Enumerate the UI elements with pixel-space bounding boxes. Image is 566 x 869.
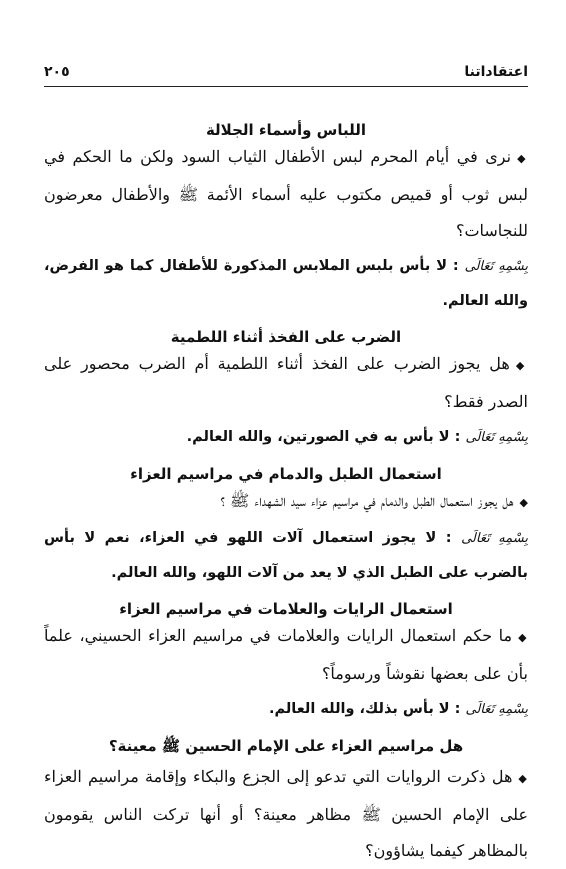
section-heading: استعمال الطبل والدمام في مراسيم العزاء	[130, 465, 442, 483]
question-paragraph	[44, 759, 528, 869]
page-number: ٢٠٥	[44, 64, 70, 80]
question-text: هل ذكرت الروايات التي تدعو إلى الجزع والبكاء وإقامة مراسيم العزاء على الإمام الحسين ﷺ مظاهر معينة؟ أو أنها تركت الناس يقومون بالمظاهر كيفما يشاؤون؟	[44, 767, 528, 860]
diamond-bullet-icon: ◆	[515, 359, 529, 372]
diamond-bullet-icon: ◆	[518, 772, 528, 785]
section-mourning-rituals	[44, 737, 528, 869]
answer-label: بِسْمِهِ تَعَالَى	[464, 259, 528, 274]
header-title: اعتقاداتنا	[464, 64, 528, 80]
section-clothing	[44, 121, 528, 318]
question-text: ما حكم استعمال الرايات والعلامات في مراسيم العزاء الحسيني، علماً بأن على بعضها نقوشاً ورسوماً؟	[44, 626, 528, 683]
answer-text: لا يجوز استعمال آلات اللهو في العزاء، نعم لا بأس بالضرب على الطبل الذي لا يعد من آلات اللهو، والله العالم.	[44, 530, 528, 581]
question-text: هل يجوز الضرب على الفخذ أثناء اللطمية أم الضرب محصور على الصدر فقط؟	[44, 354, 528, 411]
answer-paragraph: بِسْمِهِ تَعَالَى : لا بأس به في الصورتين، والله العالم.	[186, 429, 528, 445]
question-paragraph	[44, 139, 528, 249]
answer-label: بِسْمِهِ تَعَالَى	[461, 531, 528, 546]
question-text: هل يجوز استعمال الطبل والدمام في مراسيم عزاء سيد الشهداء ﷺ ؟	[220, 491, 514, 510]
answer-text: لا بأس بلبس الملابس المذكورة للأطفال كما هو الفرض، والله العالم.	[44, 258, 528, 309]
answer-paragraph: بِسْمِهِ تَعَالَى : لا بأس بلبس الملابس المذكورة للأطفال كما هو الفرض، والله العالم.	[44, 258, 528, 309]
document-page	[44, 62, 528, 869]
section-banners	[44, 600, 528, 727]
answer-label: بِسْمِهِ تَعَالَى	[465, 430, 528, 445]
section-heading: هل مراسيم العزاء على الإمام الحسين ﷺ معينة؟	[108, 737, 464, 755]
section-heading: الضرب على الفخذ أثناء اللطمية	[170, 328, 402, 346]
question-text: نرى في أيام المحرم لبس الأطفال الثياب السود ولكن ما الحكم في لبس ثوب أو قميص مكتوب عليه أسماء الأئمة ﷺ والأطفال معرضون للنجاسات؟	[44, 147, 528, 240]
running-header	[44, 62, 528, 87]
answer-paragraph: بِسْمِهِ تَعَالَى : لا يجوز استعمال آلات اللهو في العزاء، نعم لا بأس بالضرب على الطبل الذي لا يعد من آلات اللهو، والله العالم.	[44, 530, 528, 581]
section-heading: استعمال الرايات والعلامات في مراسيم العزاء	[119, 600, 453, 618]
question-paragraph	[44, 618, 528, 692]
answer-text: لا بأس به في الصورتين، والله العالم.	[186, 429, 450, 445]
answer-label: بِسْمِهِ تَعَالَى	[465, 702, 528, 717]
diamond-bullet-icon: ◆	[518, 631, 528, 644]
diamond-bullet-icon: ◆	[519, 496, 528, 509]
answer-paragraph: بِسْمِهِ تَعَالَى : لا بأس بذلك، والله العالم.	[268, 701, 528, 717]
answer-text: لا بأس بذلك، والله العالم.	[268, 701, 450, 717]
section-heading: اللباس وأسماء الجلالة	[205, 121, 367, 139]
section-drums	[44, 465, 528, 590]
diamond-bullet-icon: ◆	[517, 152, 529, 165]
section-thigh-striking	[44, 328, 528, 455]
question-paragraph	[44, 483, 528, 521]
question-paragraph	[44, 346, 528, 420]
